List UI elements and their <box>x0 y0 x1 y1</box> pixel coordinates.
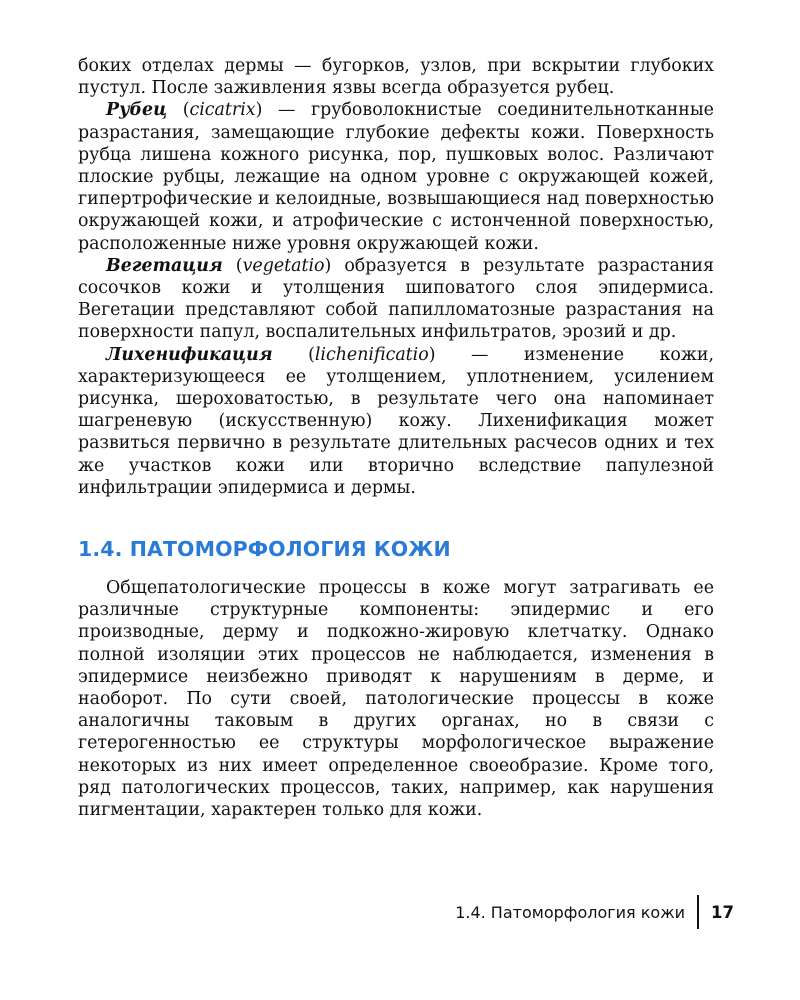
paragraph-continuation: боких отделах дермы — бугорков, узлов, при вскрытии глубоких пустул. После заживления язвы всегда образуется рубец. <box>78 56 714 99</box>
paren-open: ( <box>272 344 315 365</box>
paragraph-vegetation <box>78 255 714 344</box>
latin-lichenification: lichenificatio <box>314 344 429 365</box>
term-scar: Рубец <box>106 100 168 121</box>
footer-divider <box>697 895 699 929</box>
definition-lichenification: ) — изменение кожи, характеризующееся ее утолщением, уплотнением, усилением рисунка, шероховатостью, в результате чего она напоминает шагреневую (искусственную) кожу. Лихенификация может развиться первично в результате длительных расчесов одних и тех же участков кожи или вторично вследствие папулезной инфильтрации эпидермиса и дермы. <box>78 344 714 498</box>
page-number: 17 <box>711 902 734 922</box>
paren-open: ( <box>167 100 190 121</box>
definition-vegetation: ) образуется в результате разрастания сосочков кожи и утолщения шиповатого слоя эпидермиса. Вегетации представляют собой папилломатозные разрастания на поверхности папул, воспалительных инфильтратов, эрозий и др. <box>78 255 714 343</box>
paragraph-pathomorphology: Общепатологические процессы в коже могут затрагивать ее различные структурные компоненты: эпидермис и его производные, дерму и подкожно-жировую клетчатку. Однако полной изоляции этих процессов не наблюдается, изменения в эпидермисе неизбежно приводят к нарушениям в дерме, и наоборот. По сути своей, патологические процессы в коже аналогичны таковым в других органах, но в связи с гетерогенностью ее структуры морфологическое выражение некоторых из них имеет определенное своеобразие. Кроме того, ряд патологических процессов, таких, например, как нарушения пигментации, характерен только для кожи. <box>78 578 714 821</box>
paren-open: ( <box>222 255 243 276</box>
definition-scar: ) — грубоволокнистые соединительнотканные разрастания, замещающие глубокие дефекты кожи. Поверхность рубца лишена кожного рисунка, пор, пушковых волос. Различают плоские рубцы, лежащие на одном уровне с окружающей кожей, гипертрофические и келоидные, возвышающиеся над поверхностью окружающей кожи, и атрофические с истонченной поверхностью, расположенные ниже уровня окружающей кожи. <box>78 100 714 254</box>
term-vegetation: Вегетация <box>106 255 223 276</box>
paragraph-scar <box>78 99 714 254</box>
latin-scar: cicatrix <box>189 100 256 121</box>
running-title: 1.4. Патоморфология кожи <box>455 902 686 922</box>
page-footer <box>455 895 734 929</box>
term-lichenification: Лихенификация <box>106 344 273 365</box>
paragraph-lichenification <box>78 344 714 499</box>
page-body <box>78 55 714 821</box>
section-heading: 1.4. ПАТОМОРФОЛОГИЯ КОЖИ <box>78 537 451 562</box>
latin-vegetation: vegetatio <box>242 255 325 276</box>
